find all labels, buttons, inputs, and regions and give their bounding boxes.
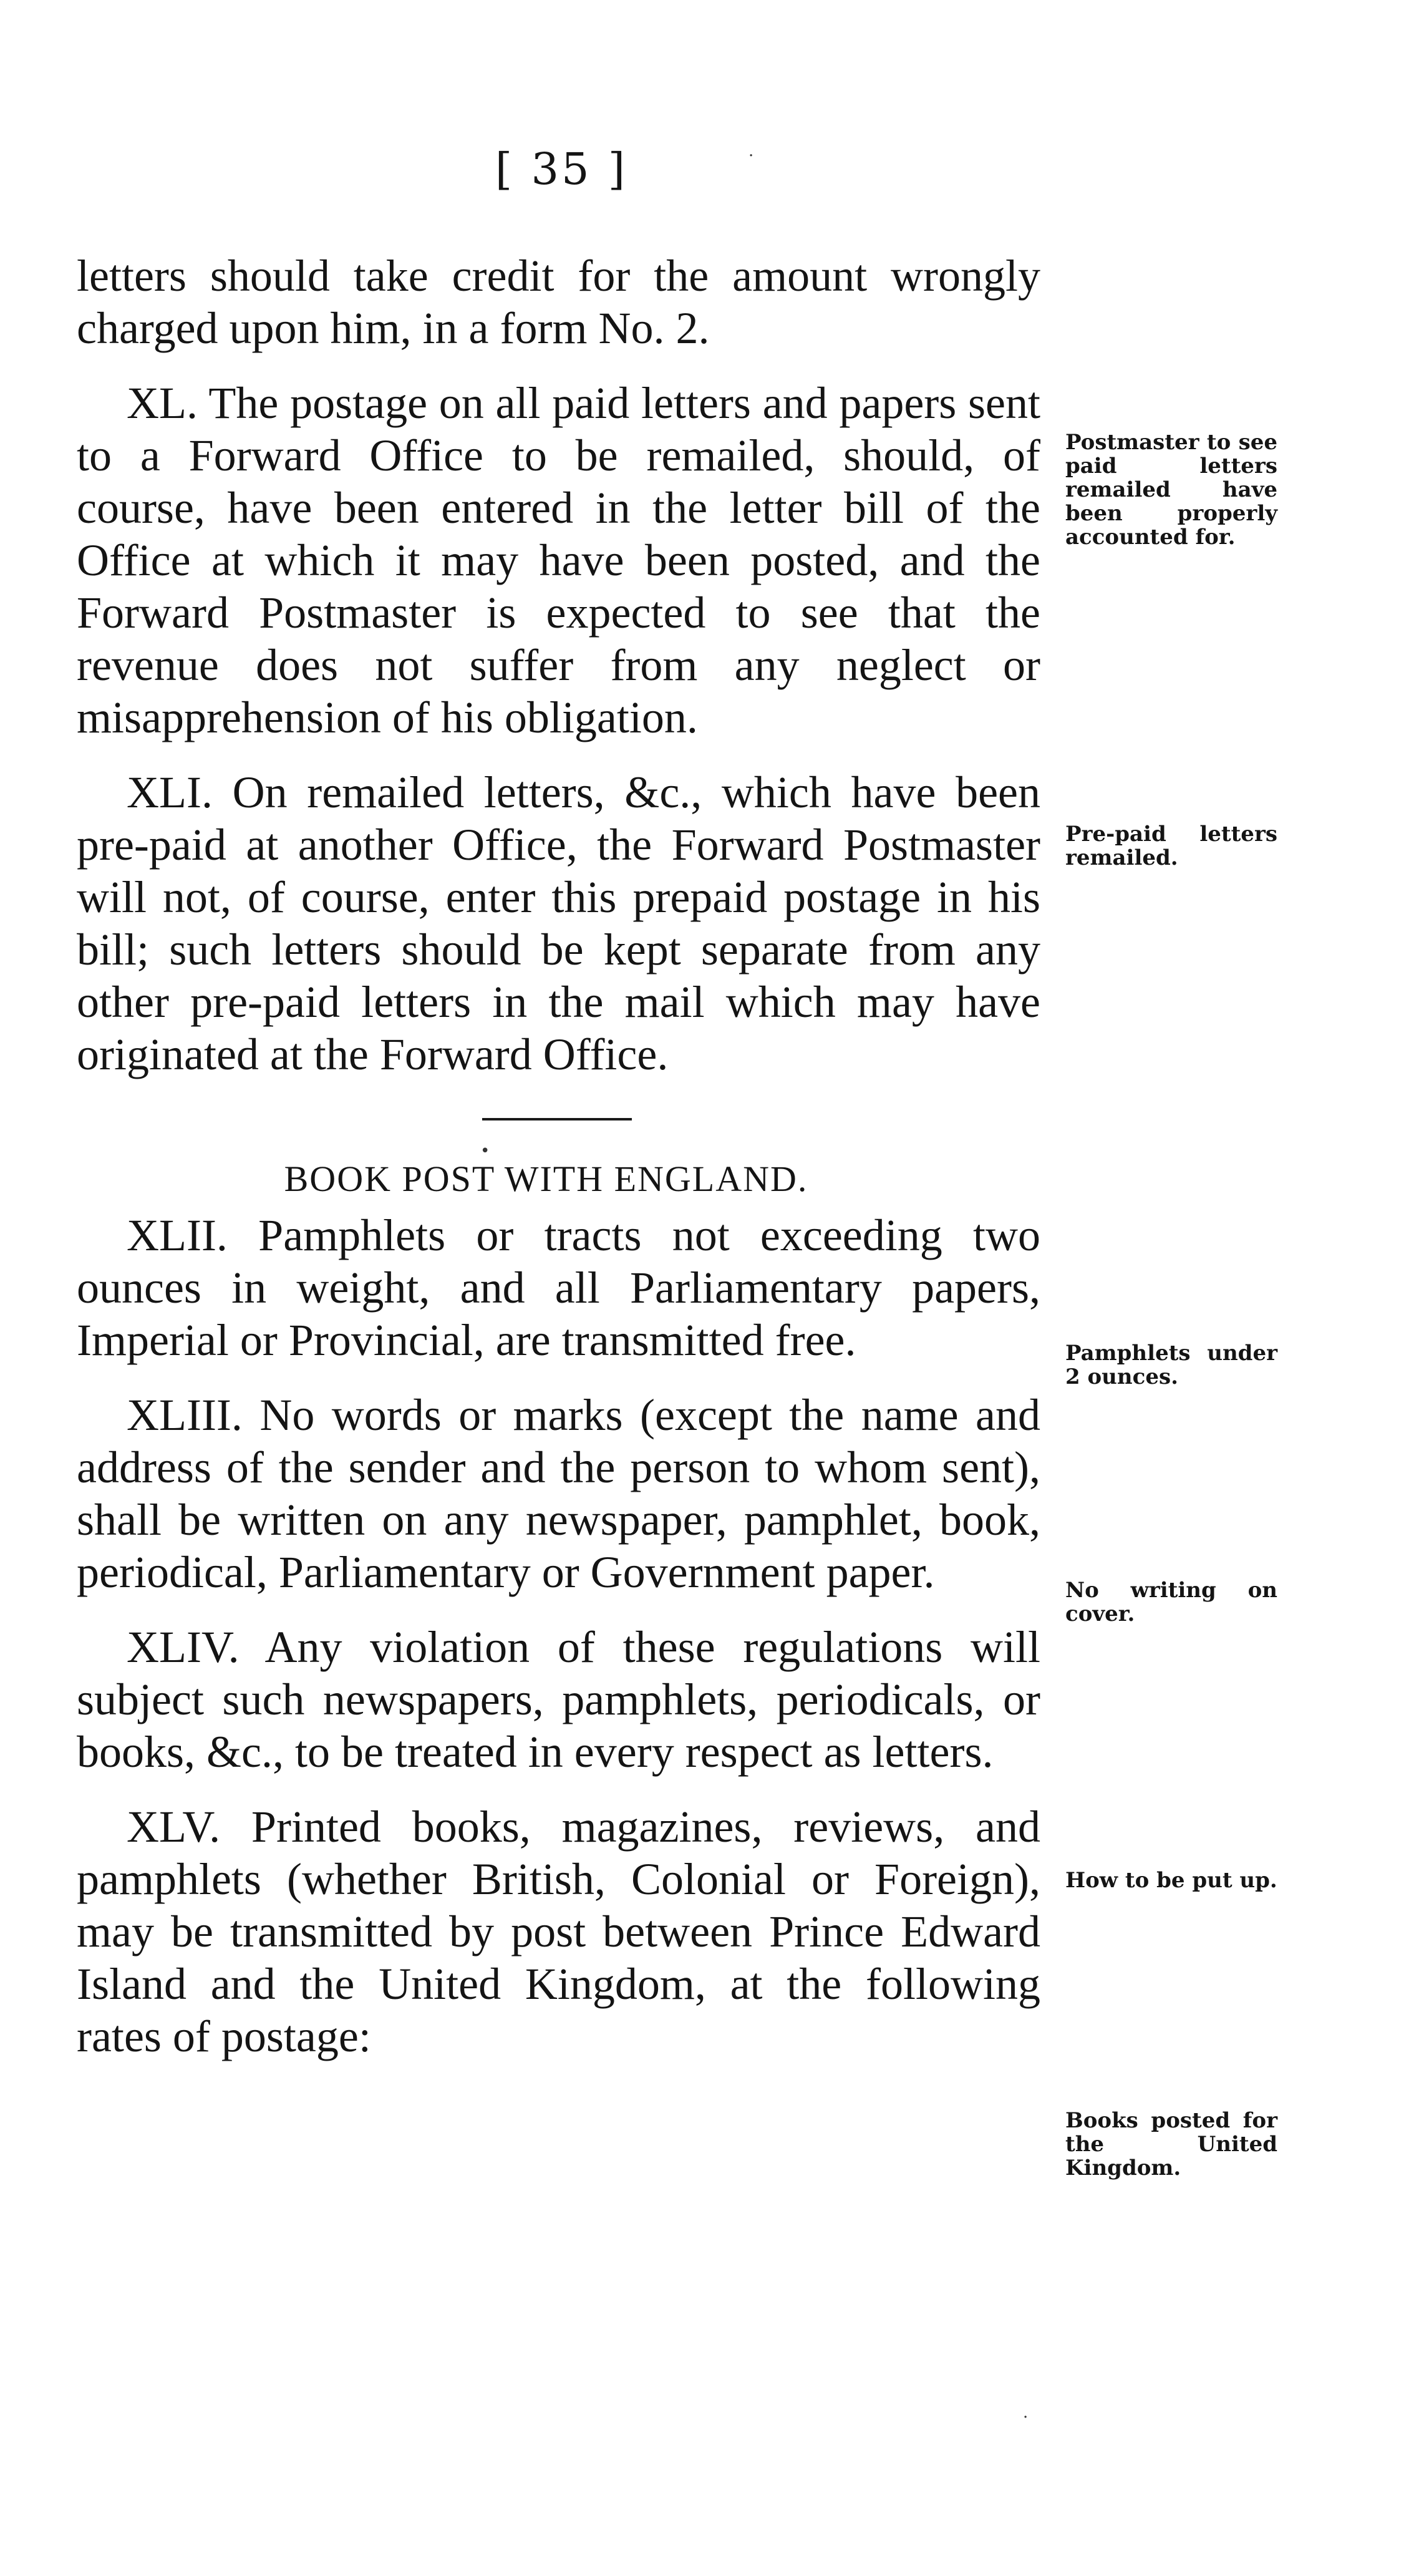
paragraph-xliv: XLIV. Any violation of these regulations will subject such newspapers, pamphlets, periodicals, or books, &c., to be treated in every respect as letters. — [77, 1622, 1040, 1777]
sidenote-prepaid-remailed: Pre-paid letters remailed. — [1065, 822, 1277, 870]
sidenote-how-put-up: How to be put up. — [1065, 1868, 1277, 1893]
print-speck: · — [1023, 2408, 1029, 2427]
section-divider — [482, 1118, 632, 1120]
section-heading: BOOK POST WITH ENGLAND. — [284, 1159, 808, 1199]
sidenote-postmaster: Postmaster to see paid letters remailed have been properly accounted for. — [1065, 430, 1277, 550]
sidenote-pamphlets: Pamphlets under 2 ounces. — [1065, 1341, 1277, 1389]
page-number: [ 35 ] — [495, 143, 628, 195]
print-speck: • — [480, 1142, 490, 1160]
paragraph-xliii: XLIII. No words or marks (except the name and address of the sender and the person to whom sent), shall be written on any newspaper, pamphlet, book, periodical, Parliamentary or Government paper. — [77, 1390, 1040, 1597]
main-text-column — [77, 250, 1040, 2085]
paragraph-xli: XLI. On remailed letters, &c., which have been pre-paid at another Office, the Forward Postmaster will not, of course, enter this prepaid postage in his bill; such letters should be kept separate from any other pre-paid letters in the mail which may have originated at the Forward Office. — [77, 767, 1040, 1079]
paragraph-xlii: XLII. Pamphlets or tracts not exceeding two ounces in weight, and all Parliamentary papers, Imperial or Provincial, are transmitted free. — [77, 1210, 1040, 1365]
sidenote-no-writing: No writing on cover. — [1065, 1578, 1277, 1626]
sidenote-books-posted: Books posted for the United Kingdom. — [1065, 2108, 1277, 2180]
paragraph-continued: letters should take credit for the amount wrongly charged upon him, in a form No. 2. — [77, 251, 1040, 353]
print-speck: · — [748, 147, 754, 165]
paragraph-xlv: XLV. Printed books, magazines, reviews, and pamphlets (whether British, Colonial or Foreign), may be transmitted by post between Prince Edward Island and the United Kingdom, at the following rates of postage: — [77, 1802, 1040, 2061]
paragraph-xl: XL. The postage on all paid letters and papers sent to a Forward Office to be remailed, should, of course, have been entered in the letter bill of the Office at which it may have been posted, and the Forward Postmaster is expected to see that the revenue does not suffer from any neglect or misapprehension of his obligation. — [77, 378, 1040, 742]
